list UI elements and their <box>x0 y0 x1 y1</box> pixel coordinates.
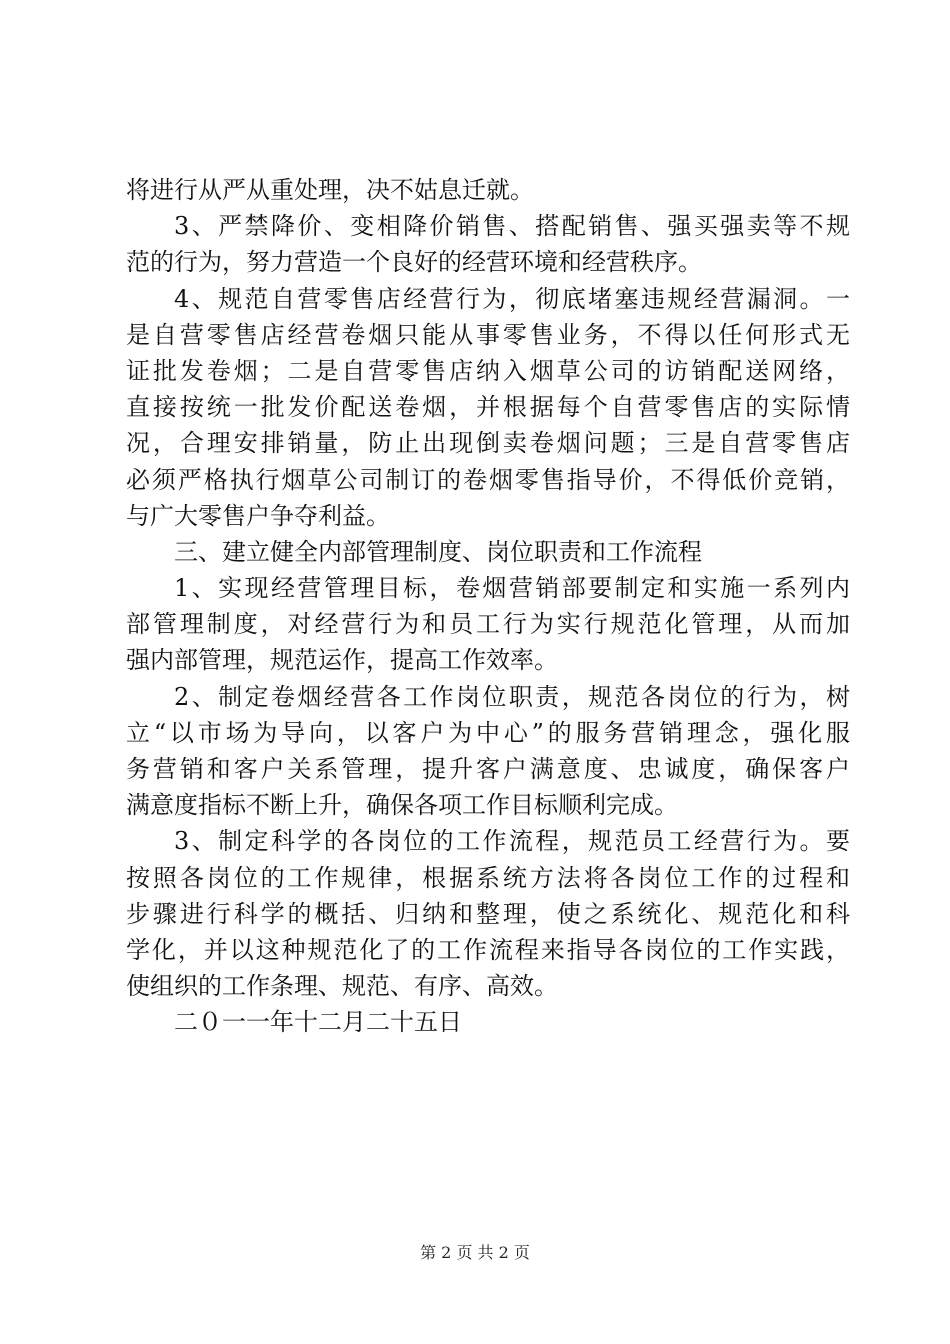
document-body <box>126 172 850 1041</box>
text-line: 与广大零售户争夺利益。 <box>126 501 390 530</box>
text-line: 必须严格执行烟草公司制订的卷烟零售指导价，不得低价竞销， <box>126 465 850 494</box>
text-line: 3、制定科学的各岗位的工作流程，规范员工经营行为。要 <box>174 827 850 856</box>
text-line: 是自营零售店经营卷烟只能从事零售业务，不得以任何形式无 <box>126 320 850 349</box>
page-footer: 第 2 页 共 2 页 <box>420 1243 530 1262</box>
text-line: 务营销和客户关系管理，提升客户满意度、忠诚度，确保客户 <box>126 755 850 783</box>
text-line: 部管理制度，对经营行为和员工行为实行规范化管理，从而加 <box>126 610 850 639</box>
text-line: 直接按统一批发价配送卷烟，并根据每个自营零售店的实际情 <box>126 393 850 422</box>
text-line: 立“以市场为导向，以客户为中心”的服务营销理念，强化服 <box>126 718 850 747</box>
text-line: 强内部管理，规范运作，提高工作效率。 <box>126 646 558 675</box>
text-line: 使组织的工作条理、规范、有序、高效。 <box>126 972 558 1001</box>
document-date: 二０一一年十二月二十五日 <box>174 1008 462 1037</box>
text-line: 步骤进行科学的概括、归纳和整理，使之系统化、规范化和科 <box>126 899 850 928</box>
text-line: 4、规范自营零售店经营行为，彻底堵塞违规经营漏洞。一 <box>174 284 850 313</box>
text-line: 学化，并以这种规范化了的工作流程来指导各岗位的工作实践， <box>126 935 850 964</box>
text-line: 况，合理安排销量，防止出现倒卖卷烟问题；三是自营零售店 <box>126 429 850 458</box>
text-line: 1、实现经营管理目标，卷烟营销部要制定和实施一系列内 <box>174 574 850 603</box>
text-line: 按照各岗位的工作规律，根据系统方法将各岗位工作的过程和 <box>126 863 850 892</box>
text-line: 证批发卷烟；二是自营零售店纳入烟草公司的访销配送网络， <box>126 356 850 385</box>
text-line: 满意度指标不断上升，确保各项工作目标顺利完成。 <box>126 791 678 820</box>
text-line: 3、严禁降价、变相降价销售、搭配销售、强买强卖等不规 <box>174 212 850 241</box>
text-line: 范的行为，努力营造一个良好的经营环境和经营秩序。 <box>126 248 702 277</box>
section-heading: 三、建立健全内部管理制度、岗位职责和工作流程 <box>174 537 702 566</box>
text-line: 将进行从严从重处理，决不姑息迁就。 <box>126 176 534 204</box>
text-line: 2、制定卷烟经营各工作岗位职责，规范各岗位的行为，树 <box>174 682 850 711</box>
